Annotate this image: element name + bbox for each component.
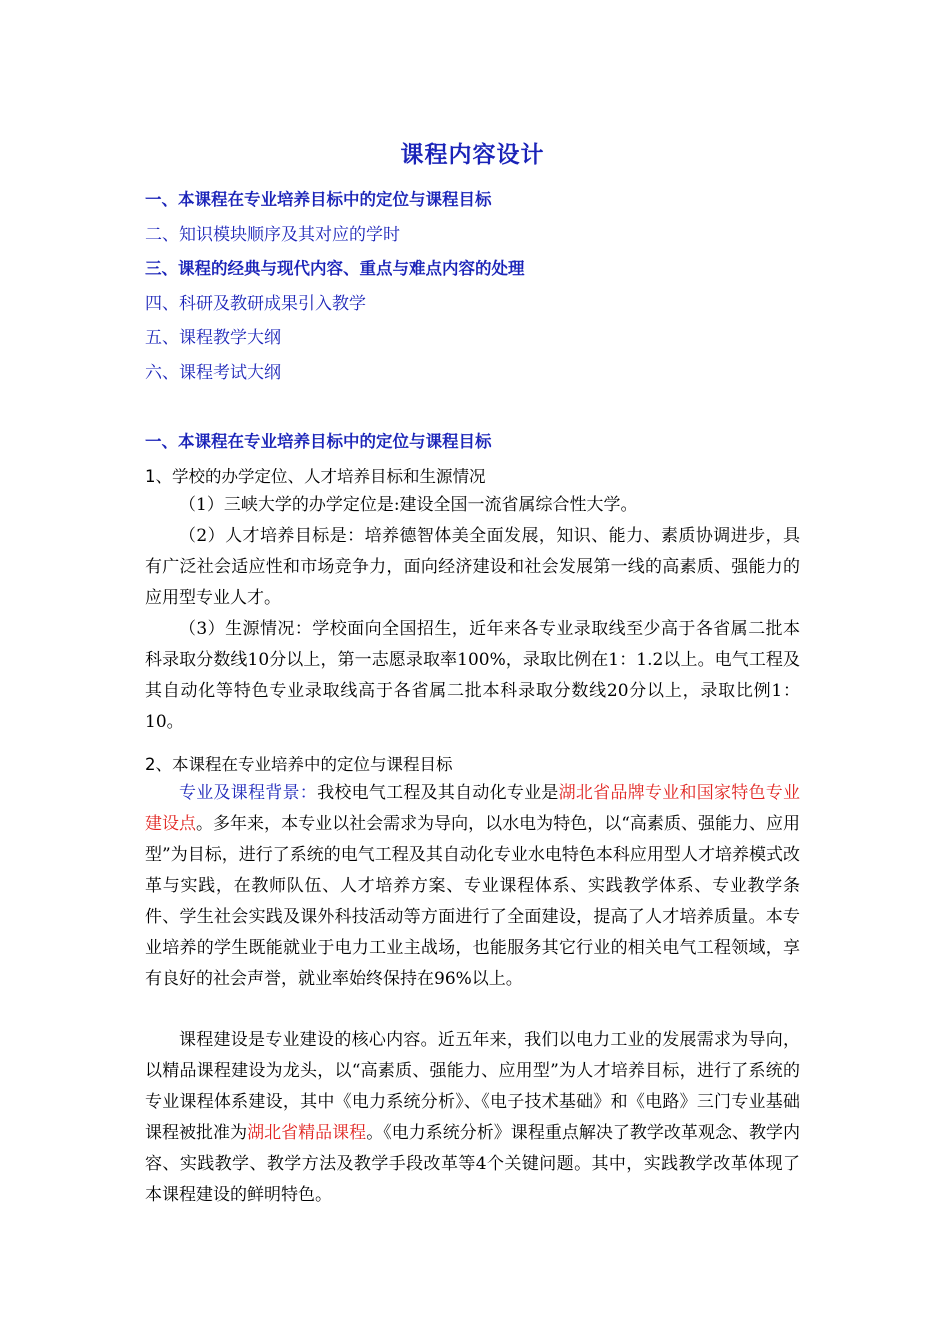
subsection-heading-1: 1、学校的办学定位、人才培养目标和生源情况 xyxy=(145,467,486,486)
section-heading: 一、本课程在专业培养目标中的定位与课程目标 xyxy=(145,432,492,451)
paragraph-course-building xyxy=(145,1025,800,1211)
table-of-contents xyxy=(145,186,800,393)
paragraph-enrollment: （3）生源情况：学校面向全国招生，近年来各专业录取线至少高于各省属二批本科录取分数线10分以上，第一志愿录取率100%，录取比例在1：1.2以上。电气工程及其自动化等特色专业录取线高于各省属二批本科录取分数线20分以上，录取比例1：10。 xyxy=(145,619,800,732)
toc-item-5: 五、课程教学大纲 xyxy=(145,328,281,348)
background-highlight: 湖北省品牌专业和国家特色专业建设点 xyxy=(145,783,801,834)
document-title: 课程内容设计 xyxy=(400,142,545,168)
toc-item-3: 三、课程的经典与现代内容、重点与难点内容的处理 xyxy=(145,259,525,278)
toc-item-1: 一、本课程在专业培养目标中的定位与课程目标 xyxy=(145,190,492,209)
course-building-text-2: 。《电力系统分析》课程重点解决了教学改革观念、教学内容、实践教学、教学方法及教学手段改革等4个关键问题。其中，实践教学改革体现了本课程建设的鲜明特色。 xyxy=(145,1123,801,1205)
background-text-1: 我校电气工程及其自动化专业是 xyxy=(317,783,559,803)
paragraph-background xyxy=(145,778,800,995)
subsection-heading-2: 2、本课程在专业培养中的定位与课程目标 xyxy=(145,755,453,774)
course-building-highlight: 湖北省精品课程 xyxy=(247,1123,367,1143)
paragraph-training-goal: （2）人才培养目标是：培养德智体美全面发展，知识、能力、素质协调进步，具有广泛社会适应性和市场竞争力，面向经济建设和社会发展第一线的高素质、强能力的应用型专业人才。 xyxy=(145,526,800,608)
paragraph-positioning: （1）三峡大学的办学定位是:建设全国一流省属综合性大学。 xyxy=(179,495,638,515)
toc-item-6: 六、课程考试大纲 xyxy=(145,362,281,383)
background-text-2: 。多年来，本专业以社会需求为导向，以水电为特色，以“高素质、强能力、应用型”为目标，进行了系统的电气工程及其自动化专业水电特色本科应用型人才培养模式改革与实践，在教师队伍、人才培养方案、专业课程体系、实践教学体系、专业教学条件、学生社会实践及课外科技活动等方面进行了全面建设，提高了人才培养质量。本专业培养的学生既能就业于电力工业主战场，也能服务其它行业的相关电气工程领域，享有良好的社会声誉，就业率始终保持在96%以上。 xyxy=(145,814,800,989)
background-label: 专业及课程背景： xyxy=(179,783,318,803)
course-building-text-1: 课程建设是专业建设的核心内容。近五年来，我们以电力工业的发展需求为导向，以精品课程建设为龙头，以“高素质、强能力、应用型”为人才培养目标，进行了系统的专业课程体系建设，其中《电力系统分析》、《电子技术基础》和《电路》三门专业基础课程被批准为 xyxy=(145,1030,800,1143)
toc-item-4: 四、科研及教研成果引入教学 xyxy=(145,293,366,314)
toc-item-2: 二、知识模块顺序及其对应的学时 xyxy=(145,224,400,245)
